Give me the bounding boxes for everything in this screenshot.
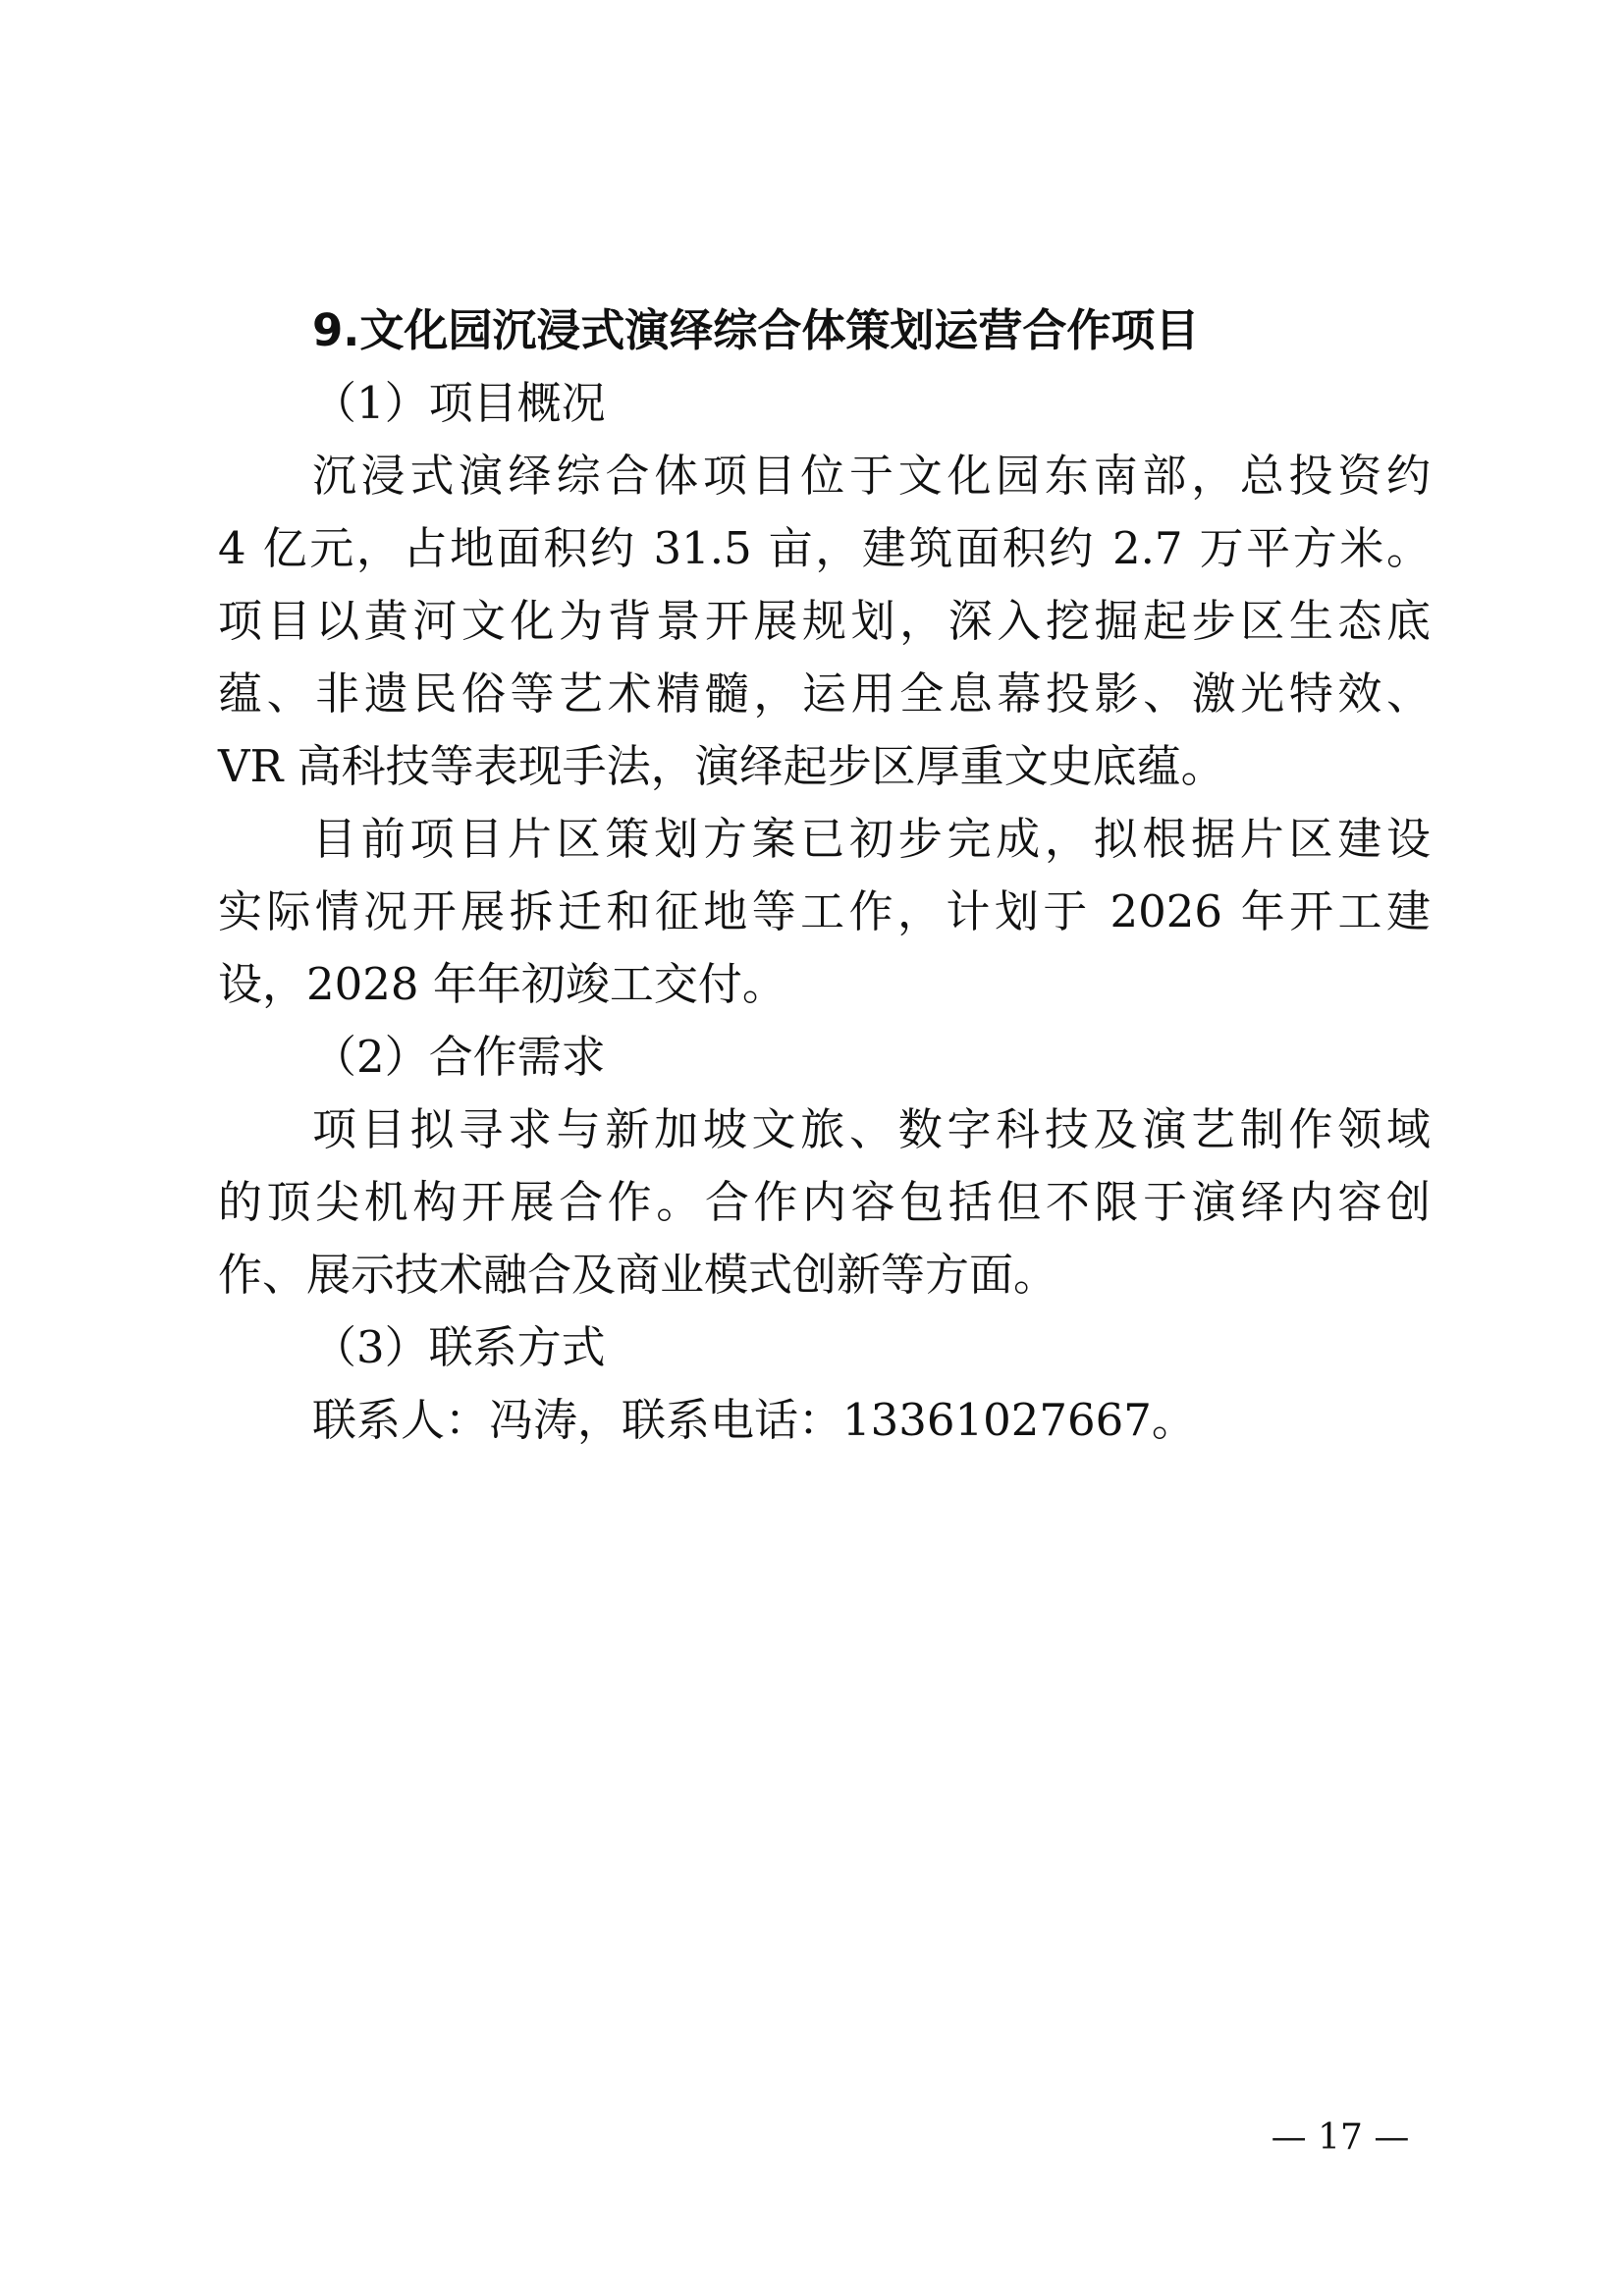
overview-p1-line-5: VR 高科技等表现手法，演绎起步区厚重文史底蕴。 bbox=[218, 740, 1225, 792]
cooperation-line-3: 作、展示技术融合及商业模式创新等方面。 bbox=[218, 1249, 1058, 1301]
cooperation-line-1: 项目拟寻求与新加坡文旅、数字科技及演艺制作领域 bbox=[312, 1103, 1431, 1155]
overview-heading: （1）项目概况 bbox=[312, 377, 606, 429]
overview-p1-line-1: 沉浸式演绎综合体项目位于文化园东南部，总投资约 bbox=[312, 450, 1431, 502]
overview-p1-line-4: 蕴、非遗民俗等艺术精髓，运用全息幕投影、激光特效、 bbox=[218, 667, 1431, 720]
cooperation-heading: （2）合作需求 bbox=[312, 1031, 606, 1083]
cooperation-line-2: 的顶尖机构开展合作。合作内容包括但不限于演绎内容创 bbox=[218, 1176, 1431, 1228]
overview-p1-line-3: 项目以黄河文化为背景开展规划，深入挖掘起步区生态底 bbox=[218, 595, 1431, 647]
page-number: — 17 — bbox=[1271, 2117, 1410, 2158]
contact-info: 联系人：冯涛，联系电话：13361027667。 bbox=[312, 1394, 1196, 1446]
overview-p2-line-3: 设，2028 年年初竣工交付。 bbox=[218, 958, 786, 1010]
overview-paragraph-2 bbox=[218, 803, 1431, 1021]
contact-heading: （3）联系方式 bbox=[312, 1321, 606, 1373]
project-title: 9.文化园沉浸式演绎综合体策划运营合作项目 bbox=[312, 304, 1200, 356]
page-content bbox=[218, 294, 1431, 1457]
overview-p2-line-1: 目前项目片区策划方案已初步完成，拟根据片区建设 bbox=[312, 813, 1431, 865]
cooperation-paragraph bbox=[218, 1094, 1431, 1311]
overview-paragraph-1 bbox=[218, 440, 1431, 803]
overview-p2-line-2: 实际情况开展拆迁和征地等工作，计划于 2026 年开工建 bbox=[218, 885, 1431, 937]
overview-p1-line-2: 4 亿元，占地面积约 31.5 亩，建筑面积约 2.7 万平方米。 bbox=[218, 522, 1431, 574]
